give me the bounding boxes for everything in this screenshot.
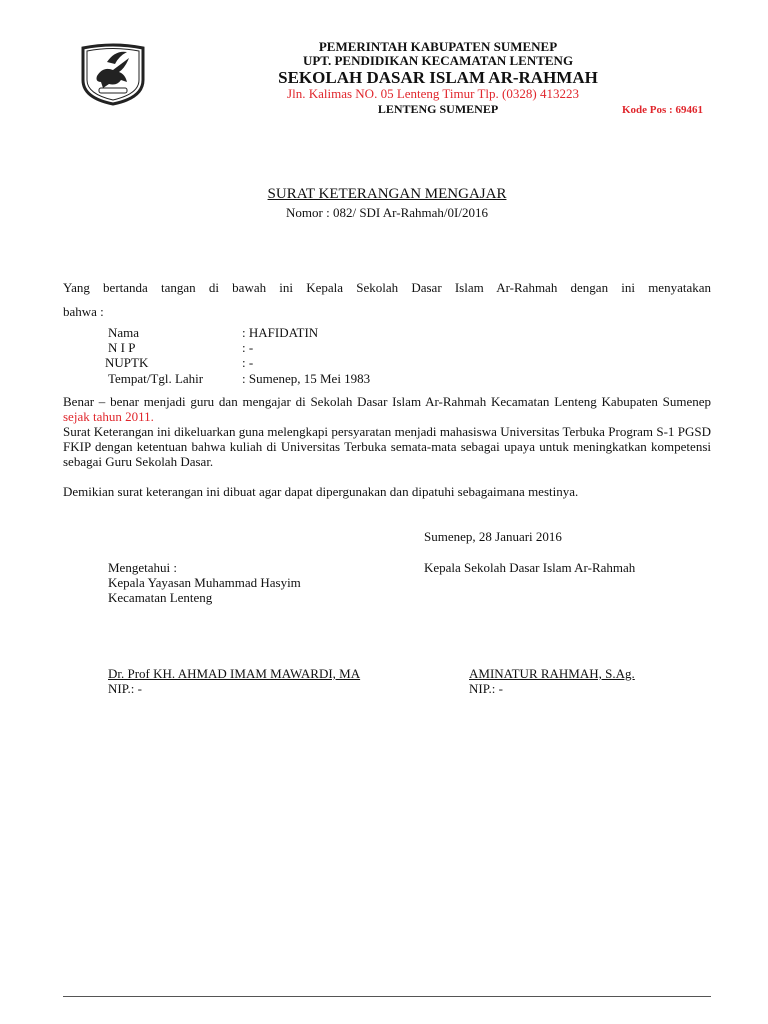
left-sign-line1: Mengetahui : (108, 560, 177, 575)
body-paragraph-2: Surat Keterangan ini dikeluarkan guna melengkapi persyaratan menjadi mahasiswa Universitas Terbuka Program S-1 PGSD FKIP dengan ketentuan bahwa kuliah di Universitas Terbuka semata-mata sebagai upaya untuk meningkatkan kompetensi sebagai Guru Sekolah Dasar. (63, 424, 711, 469)
letter-title: SURAT KETERANGAN MENGAJAR (267, 186, 507, 202)
field-value-birth: : Sumenep, 15 Mei 1983 (242, 371, 371, 386)
closing-statement: Demikian surat keterangan ini dibuat agar dapat dipergunakan dan dipatuhi sebagaimana mestinya. (63, 484, 579, 499)
left-sign-line3: Kecamatan Lenteng (108, 590, 213, 605)
header-government: PEMERINTAH KABUPATEN SUMENEP (318, 39, 558, 54)
field-value-nip: : - (242, 340, 254, 355)
body-text-1-highlight: sejak tahun 2011. (63, 409, 154, 424)
body-paragraph-1 (63, 394, 711, 424)
field-value-nama: : HAFIDATIN (242, 325, 319, 340)
left-sign-line2: Kepala Yayasan Muhammad Hasyim (108, 575, 301, 590)
header-city: LENTENG SUMENEP (377, 102, 499, 116)
field-label-nuptk: NUPTK (105, 355, 149, 370)
right-signatory-name: AMINATUR RAHMAH, S.Ag. (469, 666, 635, 681)
header-postal: Kode Pos : 69461 (622, 104, 703, 116)
letter-number: Nomor : 082/ SDI Ar-Rahmah/0I/2016 (286, 205, 488, 220)
intro-line-1: Yang bertanda tangan di bawah ini Kepala Sekolah Dasar Islam Ar-Rahmah dengan ini menyatakan (63, 280, 711, 295)
intro-line-2: bahwa : (63, 304, 104, 319)
header-upt: UPT. PENDIDIKAN KECAMATAN LENTENG (302, 53, 574, 68)
header-address: Jln. Kalimas NO. 05 Lenteng Timur Tlp. (0328) 413223 (287, 86, 579, 101)
right-sign-line1: Kepala Sekolah Dasar Islam Ar-Rahmah (424, 560, 636, 575)
footer-divider (63, 996, 711, 997)
field-label-birth: Tempat/Tgl. Lahir (108, 371, 204, 386)
field-label-nama: Nama (108, 325, 140, 340)
field-value-nuptk: : - (242, 355, 254, 370)
field-label-nip: N I P (108, 340, 136, 355)
left-signatory-nip: NIP.: - (108, 681, 142, 696)
body-text-1: Benar – benar menjadi guru dan mengajar di Sekolah Dasar Islam Ar-Rahmah Kecamatan Lenteng Kabupaten Sumenep (63, 394, 711, 409)
right-signatory-nip: NIP.: - (469, 681, 503, 696)
left-signatory-name: Dr. Prof KH. AHMAD IMAM MAWARDI, MA (108, 666, 361, 681)
place-date: Sumenep, 28 Januari 2016 (424, 529, 562, 544)
header-school-name: SEKOLAH DASAR ISLAM AR-RAHMAH (278, 68, 598, 87)
